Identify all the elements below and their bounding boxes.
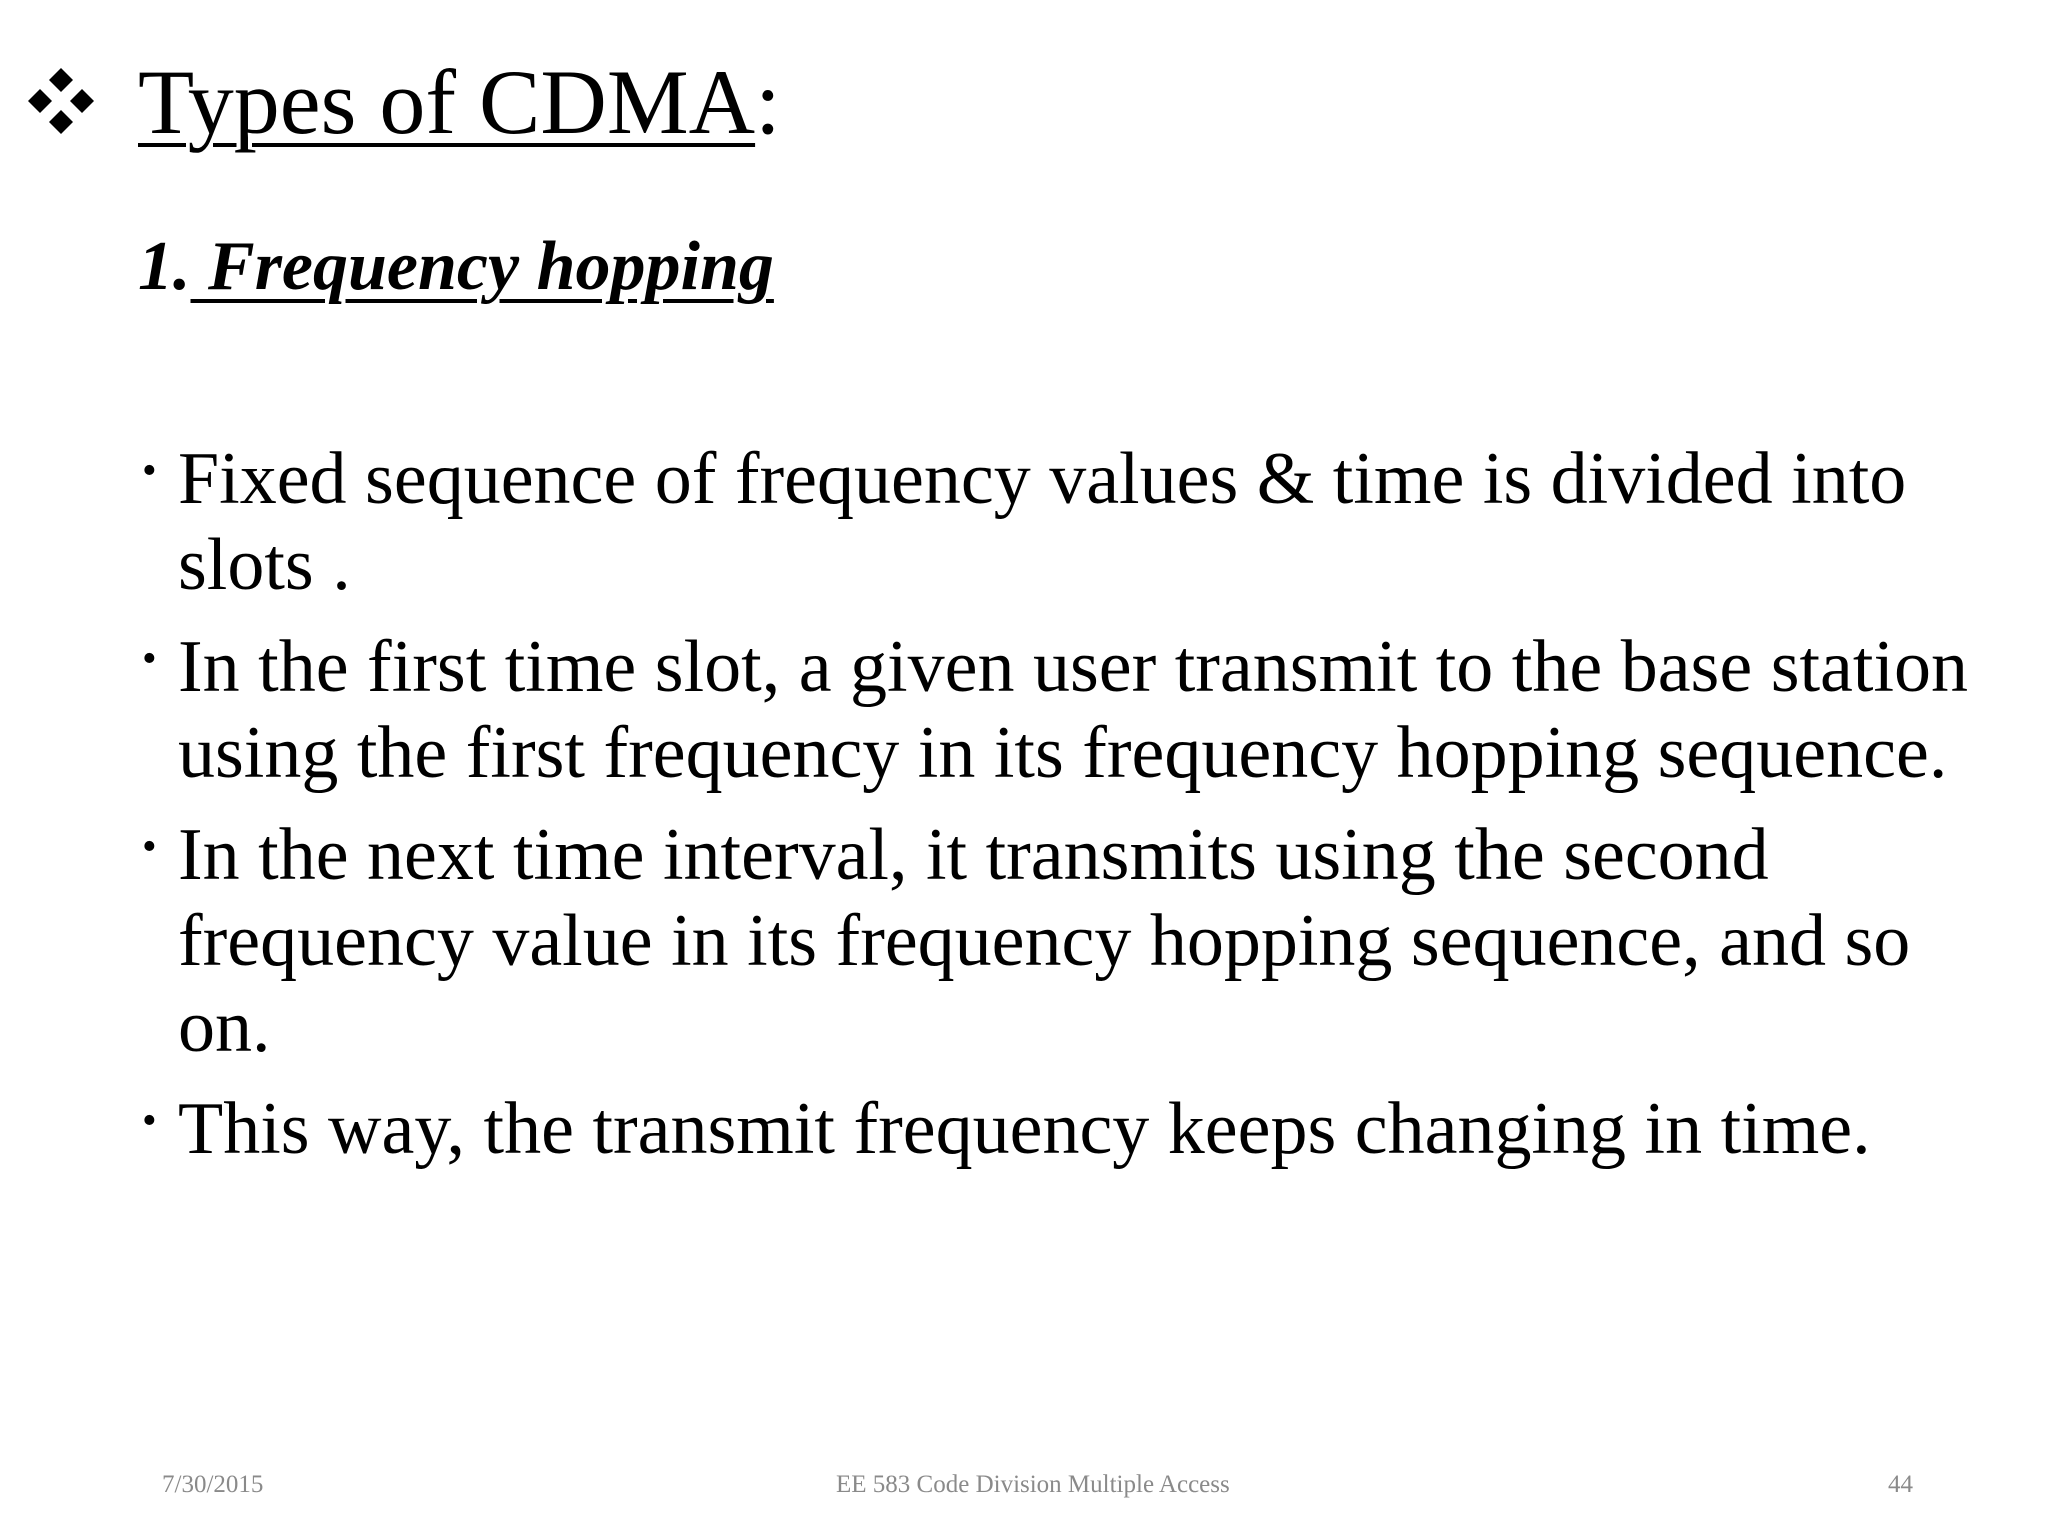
bullet-list bbox=[140, 436, 1980, 1188]
bullet-dot-icon: • bbox=[142, 1098, 157, 1144]
bullet-item bbox=[140, 624, 1980, 796]
bullet-item bbox=[140, 812, 1980, 1070]
bullet-text: Fixed sequence of frequency values & time is divided into slots . bbox=[178, 438, 1907, 606]
section-number: 1. bbox=[138, 228, 191, 305]
bullet-text: In the next time interval, it transmits using the second frequency value in its frequency hopping sequence, and so on. bbox=[178, 814, 1911, 1068]
footer-page-number: 44 bbox=[1888, 1471, 1913, 1498]
slide-title-main: Types of CDMA bbox=[138, 51, 756, 153]
slide-title-colon: : bbox=[755, 51, 781, 153]
section-heading bbox=[138, 222, 774, 312]
four-diamond-bullet-icon bbox=[26, 66, 96, 136]
slide-title bbox=[138, 42, 781, 162]
section-label: Frequency hopping bbox=[190, 228, 774, 305]
footer-date: 7/30/2015 bbox=[162, 1471, 264, 1498]
bullet-item bbox=[140, 436, 1980, 608]
bullet-item bbox=[140, 1086, 1980, 1172]
bullet-dot-icon: • bbox=[142, 448, 157, 494]
bullet-dot-icon: • bbox=[142, 636, 157, 682]
slide-title-row bbox=[26, 42, 781, 162]
bullet-text: In the first time slot, a given user transmit to the base station using the first frequency in its frequency hopping sequence. bbox=[178, 626, 1969, 794]
footer-course-title: EE 583 Code Division Multiple Access bbox=[836, 1471, 1230, 1498]
bullet-text: This way, the transmit frequency keeps changing in time. bbox=[178, 1088, 1871, 1170]
bullet-dot-icon: • bbox=[142, 824, 157, 870]
